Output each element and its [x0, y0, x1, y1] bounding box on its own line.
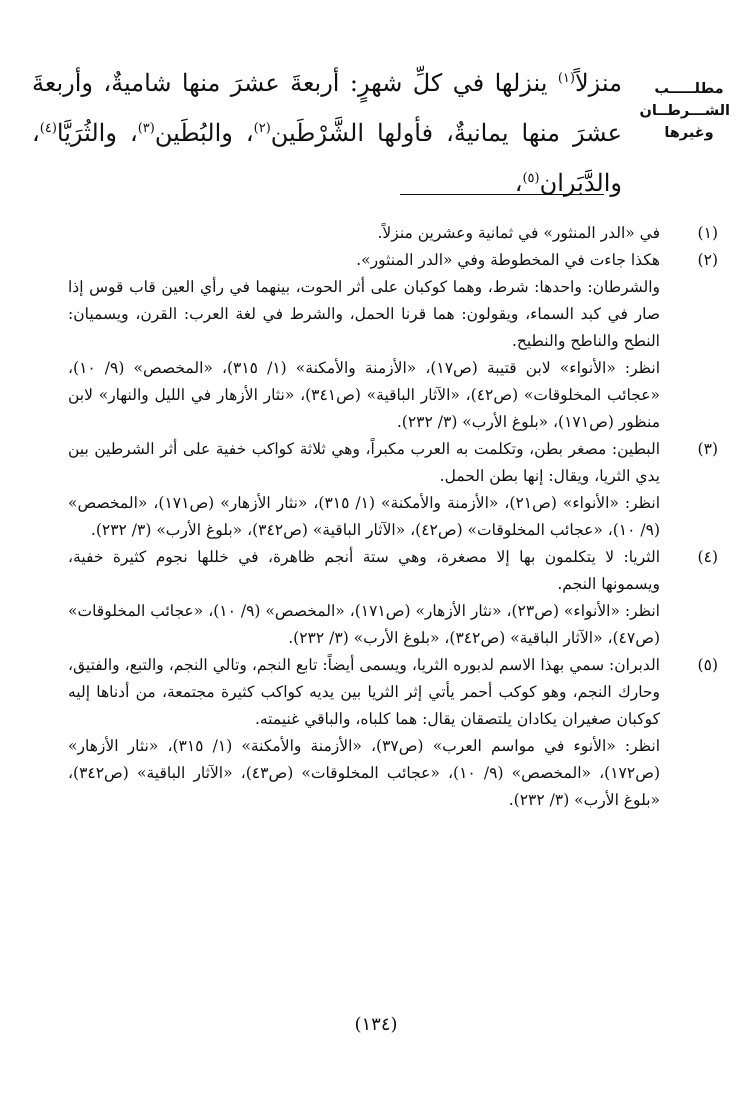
- footnote-number: (٣): [697, 440, 718, 458]
- main-paragraph: [32, 58, 622, 208]
- footnote: [68, 544, 718, 652]
- footnote-text: والشرطان: واحدها: شرط، وهما كوكبان على أثر الحوت، بينهما في رأي العين قاب قوس إذا صار في كبد السماء، ويقولون: هما قرنا الحمل، والشرط في لغة العرب: القرن، ويسميان: النطح والناطح والنطيح.: [68, 278, 660, 350]
- footnote-number: (٥): [697, 656, 718, 674]
- footnote: [68, 436, 718, 544]
- main-text-segment: ينزلها في كلِّ شهرٍ: أربعةَ عشرَ منها شاميةٌ، وأربعةَ عشرَ منها يمانيةٌ، فأولها الشَّرْطَين: [32, 69, 622, 147]
- footnote-references: انظر: «الأنواء» (ص٢١)، «الأزمنة والأمكنة» (١/ ٣١٥)، «نثار الأزهار» (ص١٧١)، «المخصص» (٩/ ١٠)، «عجائب المخلوقات» (ص٤٢)، «الآثار الباقية» (ص٣٤٢)، «بلوغ الأرب» (٣/ ٢٣٢).: [68, 494, 661, 539]
- footnote-number: (٤): [697, 548, 718, 566]
- footnote-ref[interactable]: (٥): [522, 171, 540, 186]
- footnote-ref[interactable]: (٤): [39, 121, 57, 136]
- margin-note-line: الشـــرطــان: [639, 103, 730, 119]
- main-text-segment: ، والبُطَين: [154, 119, 254, 147]
- footnote-references: انظر: «الأنواء» لابن قتيبة (ص١٧)، «الأزمنة والأمكنة» (١/ ٣١٥)، «المخصص» (٩/ ١٠)، «عجائب المخلوقات» (ص٤٢)، «الآثار الباقية» (ص٣٤١)، «نثار الأزهار في الليل والنهار» لابن منظور (ص١٧١)، «بلوغ الأرب» (٣/ ٢٣٢).: [68, 359, 661, 431]
- main-text-segment: ، والدَّبَران: [32, 119, 622, 197]
- main-text-segment: ،: [514, 169, 523, 197]
- footnote-number: (١): [697, 224, 718, 242]
- footnote-divider: [400, 194, 604, 195]
- main-text-segment: ، والثُرَيَّا: [56, 119, 138, 147]
- footnote-text: الدبران: سمي بهذا الاسم لدبوره الثريا، ويسمى أيضاً: تابع النجم، وتالي النجم، والتبع، والفتيق، وحارك النجم، وهو كوكب أحمر يأتي إثر الثريا بين يديه كواكب كثيرة مجتمعة، من أدناها إليه كوكبان صغيران يكادان يلتصقان يقال: هما كلباه، والباقي غنيمته.: [68, 656, 660, 728]
- footnote-ref[interactable]: (١): [557, 71, 575, 86]
- footnote-references: انظر: «الأنواء» (ص٢٣)، «نثار الأزهار» (ص١٧١)، «المخصص» (٩/ ١٠)، «عجائب المخلوقات» (ص٤٧)، «الآثار الباقية» (ص٣٤٢)، «بلوغ الأرب» (٣/ ٢٣٢).: [68, 602, 660, 647]
- footnote-text: هكذا جاءت في المخطوطة وفي «الدر المنثور».: [356, 251, 660, 269]
- footnote-number: (٢): [697, 251, 718, 269]
- margin-note-line: وغيرها: [664, 125, 714, 141]
- footnote-ref[interactable]: (٢): [253, 121, 271, 136]
- main-text: [32, 58, 622, 208]
- footnote-text: في «الدر المنثور» في ثمانية وعشرين منزلاً.: [377, 224, 660, 242]
- footnotes: [68, 220, 718, 814]
- margin-note: [639, 78, 730, 144]
- footnote: [68, 247, 718, 436]
- footnote-text: الثريا: لا يتكلمون بها إلا مصغرة، وهي ستة أنجم ظاهرة، في خللها نجوم كثيرة خفية، ويسمونها النجم.: [68, 548, 660, 593]
- page-number: (١٣٤): [354, 1014, 398, 1035]
- footnote: [68, 220, 718, 247]
- footnote-ref[interactable]: (٣): [137, 121, 155, 136]
- main-text-segment: منزلاً: [574, 69, 622, 97]
- footnote: [68, 652, 718, 814]
- footnote-text: البطين: مصغر بطن، وتكلمت به العرب مكبراً، وهي ثلاثة كواكب خفية على أثر الشرطين بين يدي الثريا، ويقال: إنها بطن الحمل.: [68, 440, 660, 485]
- footnote-references: انظر: «الأنوء في مواسم العرب» (ص٣٧)، «الأزمنة والأمكنة» (١/ ٣١٥)، «نثار الأزهار» (ص١٧٢)، «المخصص» (٩/ ١٠)، «عجائب المخلوقات» (ص٤٣)، «الآثار الباقية» (ص٣٤٢)، «بلوغ الأرب» (٣/ ٢٣٢).: [68, 737, 661, 809]
- margin-note-line: مطلـــــب: [654, 81, 724, 97]
